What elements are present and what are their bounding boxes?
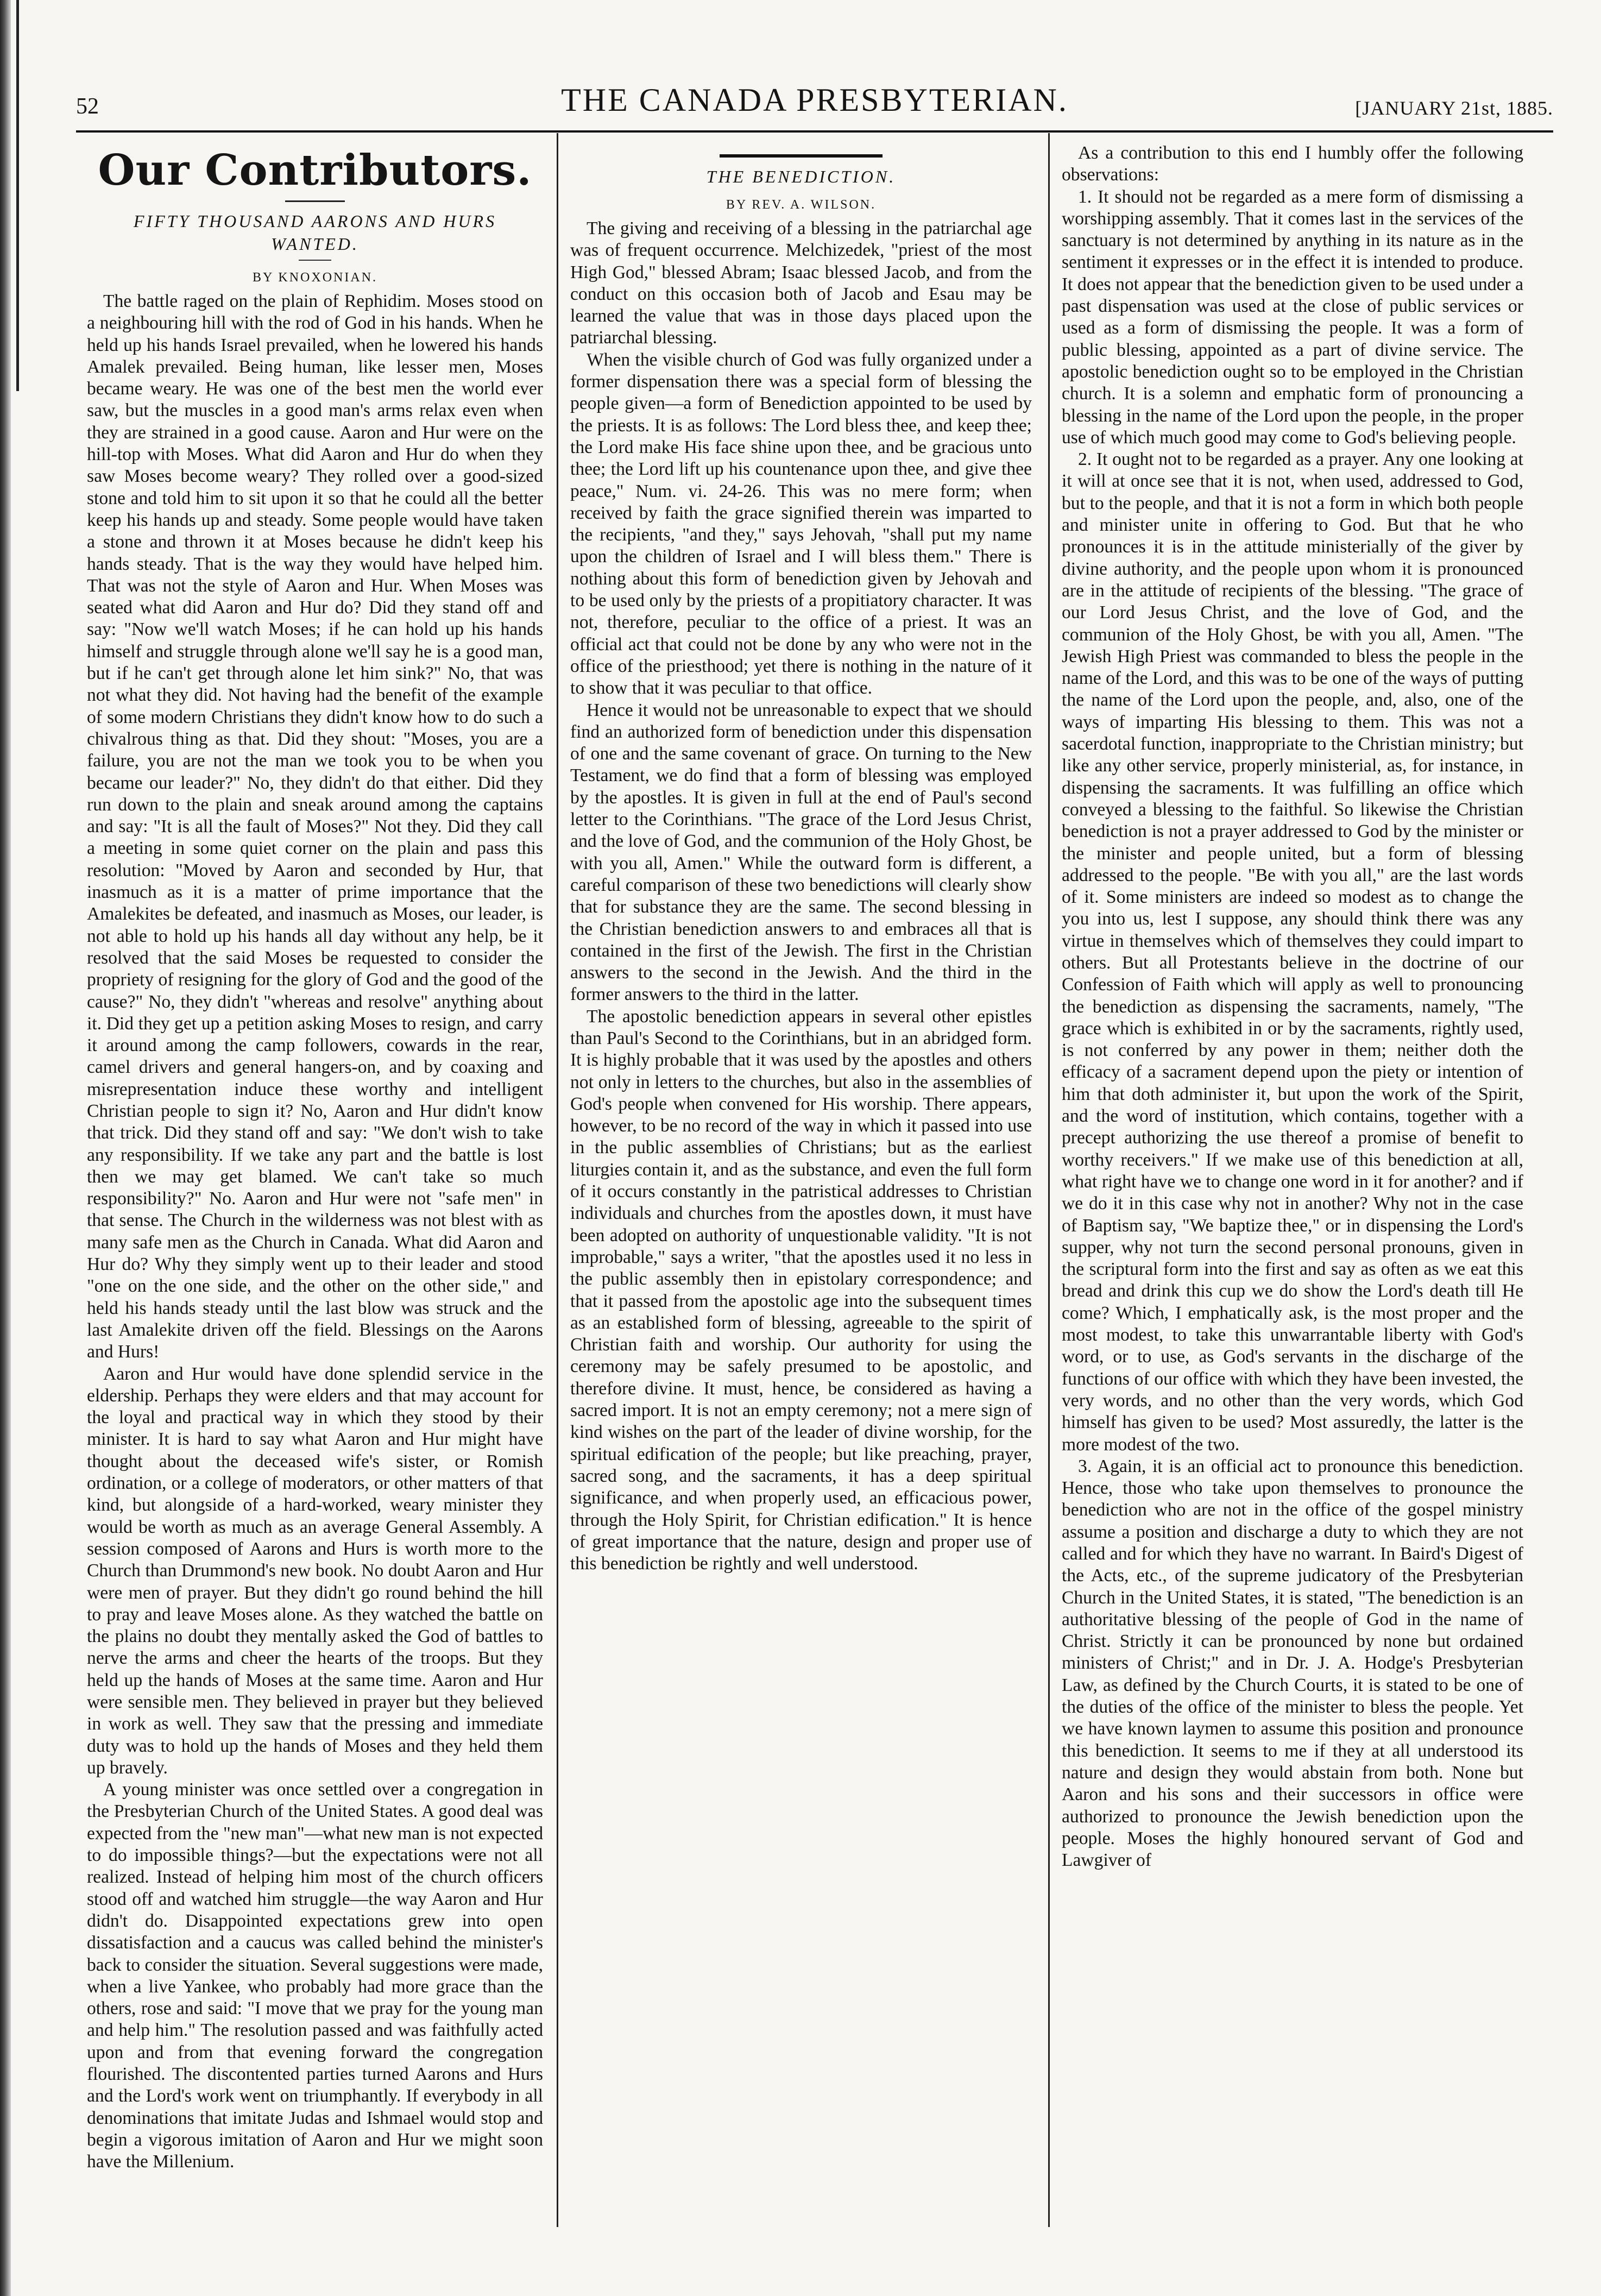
- title-rule: [299, 260, 331, 261]
- page-number: 52: [76, 94, 99, 119]
- article-title: FIFTY THOUSAND AARONS AND HURS WANTED.: [133, 211, 497, 254]
- paragraph: When the visible church of God was fully organized under a former dispensation there was a special form of blessing the people given—a form of Benediction appointed to be used by the priests. It is as follows: The Lord bless thee, and keep thee; the Lord make His face shine upon thee, and be gracious unto thee; the Lord lift up his countenance upon thee, and give thee peace," Num. vi. 24-26. This was no mere form; when received by faith the grace signified therein was imparted to the recipients, "and they," says Jehovah, "shall put my name upon the children of Israel and I will bless them." There is nothing about this form of benediction given by Jehovah and to be used only by the priests of a propitiatory character. It was not, therefore, peculiar to the office of a priest. It was an official act that could not be done by any who were not in the office of the priesthood; yet there is nothing in the nature of it to show that it was peculiar to that office.: [570, 349, 1032, 699]
- page-header: [76, 81, 1553, 130]
- article-byline: BY REV. A. WILSON.: [726, 198, 877, 212]
- text-column-3: [1062, 142, 1523, 2190]
- header-rule: [76, 130, 1553, 133]
- paragraph: Hence it would not be unreasonable to expect that we should find an authorized form of benediction under this dispensation of one and the same covenant of grace. On turning to the New Testament, we do find that a form of blessing was employed by the apostles. It is given in full at the end of Paul's second letter to the Corinthians. "The grace of the Lord Jesus Christ, and the love of God, and the communion of the Holy Ghost, be with you all, Amen." While the outward form is different, a careful comparison of these two benedictions will clearly show that for substance they are the same. The second blessing in the Christian benediction answers to and embraces all that is contained in the first of the Jewish. The first in the Christian answers to the second in the Jewish. And the third in the former answers to the third in the latter.: [570, 700, 1032, 1005]
- scan-edge-line: [16, 0, 19, 391]
- section-heading: Our Contributors.: [98, 146, 532, 195]
- article-byline: BY KNOXONIAN.: [252, 271, 378, 285]
- article-separator: [720, 154, 883, 158]
- paragraph: Aaron and Hur would have done splendid service in the eldership. Perhaps they were elders and that may account for the loyal and practical way in which they stood by their minister. It is hard to say what Aaron and Hur might have thought about the deceased wife's sister, or Romish ordination, or a college of moderators, or other matters of that kind, but alongside of a hard-worked, weary minister they would be worth as much as an average General Assembly. A session composed of Aarons and Hurs is worth more to the Church than Drummond's new book. No doubt Aaron and Hur were men of prayer. But they didn't go round behind the hill to pray and leave Moses alone. As they watched the battle on the plains no doubt they mentally asked the God of battles to nerve the arms and cheer the hearts of the troops. But they held up the hands of Moses at the same time. Aaron and Hur were sensible men. They believed in prayer but they believed in work as well. They saw that the pressing and immediate duty was to hold up the hands of Moses and they held them up bravely.: [87, 1363, 543, 1778]
- text-column-2: [570, 142, 1032, 2190]
- text-column-1: [87, 142, 543, 2190]
- masthead: THE CANADA PRESBYTERIAN.: [561, 82, 1068, 118]
- column-divider: [557, 133, 558, 2227]
- paragraph: The battle raged on the plain of Rephidim. Moses stood on a neighbouring hill with the rod of God in his hands. When he held up his hands Israel prevailed, when he lowered his hands Amalek prevailed. Being human, like lesser men, Moses became weary. He was one of the best men the world ever saw, but the muscles in a good man's arms relax even when they are strained in a good cause. Aaron and Hur were on the hill-top with Moses. What did Aaron and Hur do when they saw Moses become weary? They rolled over a good-sized stone and told him to sit upon it so that he could all the better keep his hands up and steady. Some people would have taken a stone and thrown it at Moses because he didn't keep his hands steady. That is the way they would have helped him. That was not the style of Aaron and Hur. When Moses was seated what did Aaron and Hur do? Did they stand off and say: "Now we'll watch Moses; if he can hold up his hands himself and struggle through alone we'll say he is a good man, but if he can't get through alone let him sink?" No, that was not what they did. Not having had the benefit of the example of some modern Christians they didn't know how to do such a chivalrous thing as that. Did they shout: "Moses, you are a failure, you are not the man we took you to be when you became our leader?" No, they didn't do that either. Did they run down to the plain and sneak around among the captains and say: "It is all the fault of Moses?" Not they. Did they call a meeting in some quiet corner on the plain and pass this resolution: "Moved by Aaron and seconded by Hur, that inasmuch as it is a matter of prime importance that the Amalekites be defeated, and inasmuch as Moses, our leader, is not able to hold up his hands all day without any help, be it resolved that the said Moses be requested to consider the propriety of resigning for the glory of God and the good of the cause?" No, they didn't "whereas and resolve" anything about it. Did they get up a petition asking Moses to resign, and carry it around among the camp followers, cowards in the rear, camel drivers and general hangers-on, and by coaxing and misrepresentation induce these worthy and intelligent Christian people to sign it? No, Aaron and Hur didn't know that trick. Did they stand off and say: "We don't wish to take any responsibility. If we take any part and the battle is lost then we may get blamed. We can't take so much responsibility?" No. Aaron and Hur were not "safe men" in that sense. The Church in the wilderness was not blest with as many safe men as the Church in Canada. What did Aaron and Hur do? Why they simply went up to their leader and stood "one on the one side, and the other on the other side," and held his hands steady until the last blow was struck and the last Amalekite driven off the field. Blessings on the Aarons and Hurs!: [87, 291, 543, 1362]
- spacer: [570, 142, 1032, 154]
- scan-edge-shadow: [0, 0, 11, 2296]
- paragraph: 3. Again, it is an official act to pronounce this benediction. Hence, those who take upon themselves to pronounce the benediction who are not in the office of the gospel ministry assume a position and discharge a duty to which they are not called and for which they have no warrant. In Baird's Digest of the Acts, etc., of the supreme judicatory of the Presbyterian Church in the United States, it is stated, "The benediction is an authoritative blessing of the people of God in the name of Christ. Strictly it can be pronounced by none but ordained ministers of Christ;" and in Dr. J. A. Hodge's Presbyterian Law, as defined by the Church Courts, it is stated to be one of the duties of the office of the minister to bless the people. Yet we have known laymen to assume this position and pronounce this benediction. It seems to me if they at all understood its nature and design they would abstain from both. None but Aaron and his sons and their successors in office were authorized to pronounce the Jewish benediction upon the people. Moses the highly honoured servant of God and Lawgiver of: [1062, 1456, 1523, 1871]
- article-title: THE BENEDICTION.: [706, 167, 896, 186]
- heading-rule: [285, 200, 345, 202]
- column-divider: [1048, 133, 1050, 2227]
- paragraph: The apostolic benediction appears in several other epistles than Paul's Second to the Corinthians, but in an abridged form. It is highly probable that it was used by the apostles and others not only in letters to the churches, but also in the assemblies of God's people when convened for His worship. There appears, however, to be no record of the way in which it passed into use in the public assemblies of Christians; but as the earliest liturgies contain it, and as the substance, and even the full form of it occurs constantly in the patristical addresses to Christian individuals and churches from the apostles down, it must have been adopted on authority of unquestionable validity. "It is not improbable," says a writer, "that the apostles used it no less in the public assembly then in epistolary correspondence; and that it passed from the apostolic age into the subsequent times as an established form of blessing, agreeable to the spirit of Christian faith and worship. Our authority for using the ceremony may be safely presumed to be apostolic, and therefore divine. It must, hence, be considered as having a sacred import. It is not an empty ceremony; not a mere sign of kind wishes on the part of the leader of divine worship, for the spiritual edification of the people; but like preaching, prayer, sacred song, and the sacraments, it has a deep spiritual significance, and when properly used, an efficacious power, through the Holy Spirit, for Christian edification." It is hence of great importance that the nature, design and proper use of this benediction be rightly and well understood.: [570, 1006, 1032, 1574]
- issue-date: [JANUARY 21st, 1885.: [1355, 97, 1553, 119]
- paragraph: 1. It should not be regarded as a mere form of dismissing a worshipping assembly. That it comes last in the services of the sanctuary is not determined by anything in its nature as in the sentiment it expresses or in the effect it is intended to produce. It does not appear that the benediction given to be used under a past dispensation was used at the close of public services or used as a form of dismissing the people. It was a form of public blessing, appointed as a part of divine service. The apostolic benediction ought so to be employed in the Christian church. It is a solemn and emphatic form of pronouncing a blessing in the name of the Lord upon the people, in the proper use of which much good may come to God's believing people.: [1062, 186, 1523, 448]
- paragraph: The giving and receiving of a blessing in the patriarchal age was of frequent occurrence. Melchizedek, "priest of the most High God," blessed Abram; Isaac blessed Jacob, and from the conduct on this occasion both of Jacob and Esau may be learned the value that was in those days placed upon the patriarchal blessing.: [570, 218, 1032, 348]
- paragraph: A young minister was once settled over a congregation in the Presbyterian Church of the United States. A good deal was expected from the "new man"—what new man is not expected to do impossible things?—but the expectations were not all realized. Instead of helping him most of the church officers stood off and watched him struggle—the way Aaron and Hur didn't do. Disappointed expectations grew into open dissatisfaction and a caucus was called behind the minister's back to consider the situation. Several suggestions were made, when a live Yankee, who probably had more grace than the others, rose and said: "I move that we pray for the young man and help him." The resolution passed and was faithfully acted upon and from that evening forward the congregation flourished. The discontented parties turned Aarons and Hurs and the Lord's work went on triumphantly. If everybody in all denominations that imitate Judas and Ishmael would stop and begin a vigorous imitation of Aaron and Hur we might soon have the Millenium.: [87, 1779, 543, 2172]
- paragraph: 2. It ought not to be regarded as a prayer. Any one looking at it will at once see that it is not, when used, addressed to God, but to the people, and that it is not a form in which both people and minister unite in offering to God. But that he who pronounces it is in the attitude ministerially of the giver by divine authority, and the people upon whom it is pronounced are in the attitude of recipients of the blessing. "The grace of our Lord Jesus Christ, and the love of God, and the communion of the Holy Ghost, be with you all, Amen. "The Jewish High Priest was commanded to bless the people in the name of the Lord, and this was to be one of the ways of putting the name of the Lord upon the people, and, also, one of the ways of imparting His blessing to them. This was not a sacerdotal function, inappropriate to the Christian ministry; but like any other service, properly ministerial, as, for instance, in dispensing the sacraments. It was fulfilling an office which conveyed a blessing to the faithful. So likewise the Christian benediction is not a prayer addressed to God by the minister or the minister and people united, but a form of blessing addressed to the people. "Be with you all," are the last words of it. Some ministers are indeed so modest as to change the you into us, lest I suppose, any should think there was any virtue in themselves which of themselves they could impart to others. But all Protestants believe in the doctrine of our Confession of Faith which will apply as well to pronouncing the benediction as dispensing the sacraments, namely, "The grace which is exhibited in or by the sacraments, rightly used, is not conferred by any power in them; neither doth the efficacy of a sacrament depend upon the piety or intention of him that doth administer it, but upon the work of the Spirit, and the word of institution, which contains, together with a precept authorizing the use thereof a promise of benefit to worthy receivers." If we make use of this benediction at all, what right have we to change one word in it for another? and if we do it in this case why not in another? Why not in the case of Baptism say, "We baptize thee," or in dispensing the Lord's supper, why not turn the second personal pronouns, given in the scriptural form into the first and say as often as we eat this bread and drink this cup we do show the Lord's death till He come? Which, I emphatically ask, is the most proper and the most modest, to take this unwarrantable liberty with God's word, or to use, as God's servants in the discharge of the functions of our office with which they have been invested, the very words, and no other than the very words, which God himself has given to be used? Most assuredly, the latter is the more modest of the two.: [1062, 449, 1523, 1455]
- paragraph: As a contribution to this end I humbly offer the following observations:: [1062, 143, 1523, 185]
